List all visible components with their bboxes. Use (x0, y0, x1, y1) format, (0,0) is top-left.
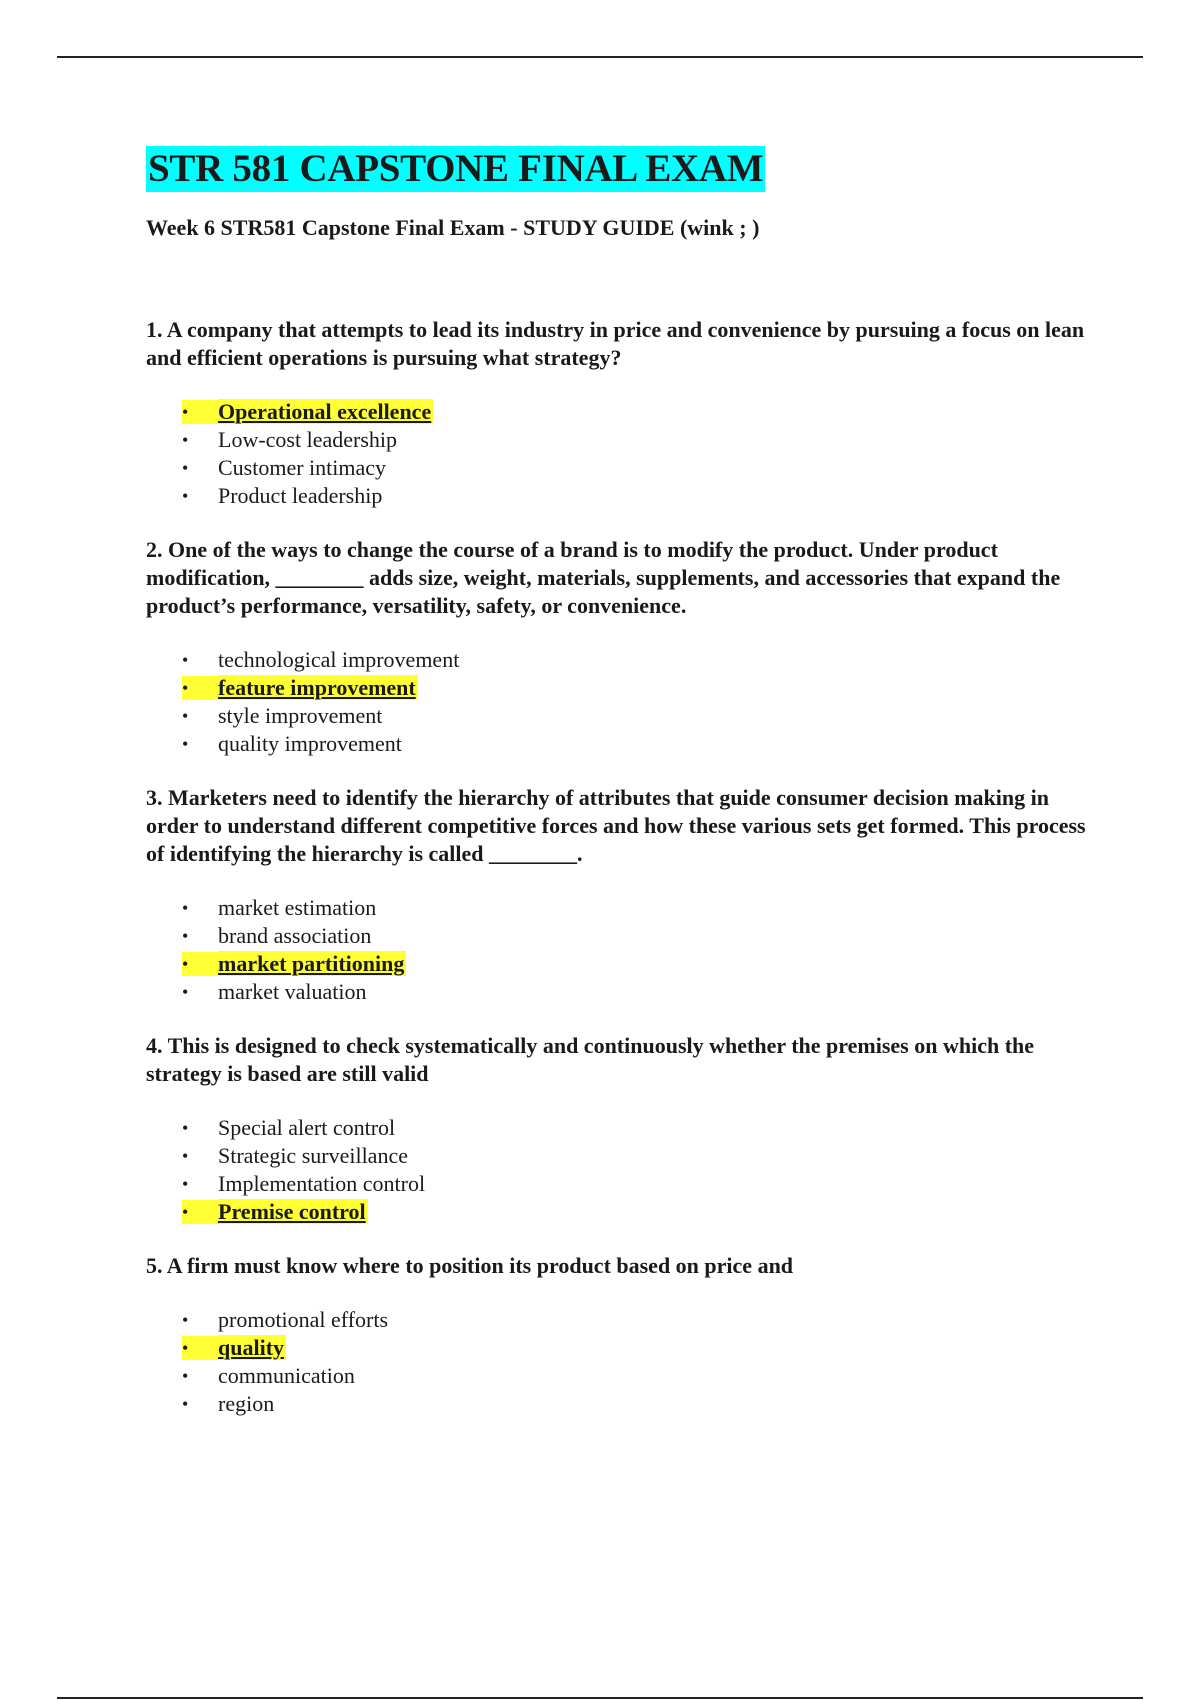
answer-options (146, 1306, 1096, 1418)
answer-option (146, 894, 1096, 922)
answer-option (146, 1142, 1096, 1170)
bullet-icon: • (182, 952, 218, 976)
answer-option-correct (146, 950, 1096, 978)
answer-options (146, 398, 1096, 510)
top-rule (57, 56, 1143, 58)
option-label: market valuation (218, 979, 367, 1004)
answer-options (146, 1114, 1096, 1226)
answer-option (146, 1390, 1096, 1418)
bullet-icon: • (182, 1394, 189, 1414)
option-label: quality improvement (218, 731, 402, 756)
bullet-icon: • (182, 486, 189, 506)
option-label: market estimation (218, 895, 377, 920)
option-label: Customer intimacy (218, 455, 387, 480)
question-block (146, 1252, 1096, 1418)
bullet-icon: • (182, 1118, 189, 1138)
question-block (146, 536, 1096, 758)
bullet-icon: • (182, 1310, 189, 1330)
bullet-icon: • (182, 650, 189, 670)
answer-option (146, 1170, 1096, 1198)
option-label: Product leadership (218, 483, 383, 508)
question-text: 3. Marketers need to identify the hierarchy of attributes that guide consumer decision making in order to understand different competitive forces and how these various sets get formed. This process of identifying the hierarchy is called ________. (146, 785, 1086, 866)
bullet-icon: • (182, 1146, 189, 1166)
question-block (146, 316, 1096, 510)
answer-option-correct (146, 674, 1096, 702)
bullet-icon: • (182, 706, 189, 726)
bullet-icon: • (182, 926, 189, 946)
document-title: STR 581 CAPSTONE FINAL EXAM (148, 147, 764, 190)
document-body (146, 146, 1096, 1418)
answer-options (146, 894, 1096, 1006)
option-label: technological improvement (218, 647, 460, 672)
option-label: promotional efforts (218, 1307, 389, 1332)
option-label: Operational excellence (218, 399, 432, 424)
question-list (146, 316, 1096, 1418)
option-label: Low-cost leadership (218, 427, 397, 452)
answer-options (146, 646, 1096, 758)
question-text: 4. This is designed to check systematically and continuously whether the premises on which the strategy is based are still valid (146, 1033, 1035, 1086)
answer-option (146, 482, 1096, 510)
option-label: feature improvement (218, 675, 416, 700)
question-text: 2. One of the ways to change the course of a brand is to modify the product. Under product modification, ________ adds size, weight, materials, supplements, and accessories that expand the product’s performance, versatility, safety, or convenience. (146, 537, 1061, 618)
bullet-icon: • (182, 430, 189, 450)
bullet-icon: • (182, 982, 189, 1002)
answer-option-correct (146, 1198, 1096, 1226)
answer-option (146, 1114, 1096, 1142)
option-label: market partitioning (218, 951, 405, 976)
bullet-icon: • (182, 1366, 189, 1386)
option-label: Implementation control (218, 1171, 426, 1196)
bullet-icon: • (182, 1336, 218, 1360)
question-text: 1. A company that attempts to lead its industry in price and convenience by pursuing a focus on lean and efficient operations is pursuing what strategy? (146, 317, 1085, 370)
option-label: communication (218, 1363, 355, 1388)
answer-option (146, 646, 1096, 674)
bullet-icon: • (182, 1200, 218, 1224)
option-label: Premise control (218, 1199, 366, 1224)
question-block (146, 784, 1096, 1006)
question-block (146, 1032, 1096, 1226)
answer-option-correct (146, 398, 1096, 426)
bullet-icon: • (182, 458, 189, 478)
bullet-icon: • (182, 898, 189, 918)
answer-option (146, 922, 1096, 950)
answer-option (146, 1306, 1096, 1334)
bullet-icon: • (182, 734, 189, 754)
option-label: Strategic surveillance (218, 1143, 408, 1168)
bullet-icon: • (182, 1174, 189, 1194)
bullet-icon: • (182, 400, 218, 424)
question-text: 5. A firm must know where to position its product based on price and (146, 1253, 794, 1278)
option-label: region (218, 1391, 275, 1416)
answer-option (146, 426, 1096, 454)
bottom-rule (57, 1697, 1143, 1699)
answer-option-correct (146, 1334, 1096, 1362)
bullet-icon: • (182, 676, 218, 700)
answer-option (146, 1362, 1096, 1390)
option-label: brand association (218, 923, 372, 948)
answer-option (146, 702, 1096, 730)
option-label: quality (218, 1335, 285, 1360)
option-label: style improvement (218, 703, 383, 728)
option-label: Special alert control (218, 1115, 396, 1140)
document-subtitle: Week 6 STR581 Capstone Final Exam - STUDY GUIDE (wink ; ) (146, 215, 760, 240)
answer-option (146, 978, 1096, 1006)
answer-option (146, 454, 1096, 482)
answer-option (146, 730, 1096, 758)
